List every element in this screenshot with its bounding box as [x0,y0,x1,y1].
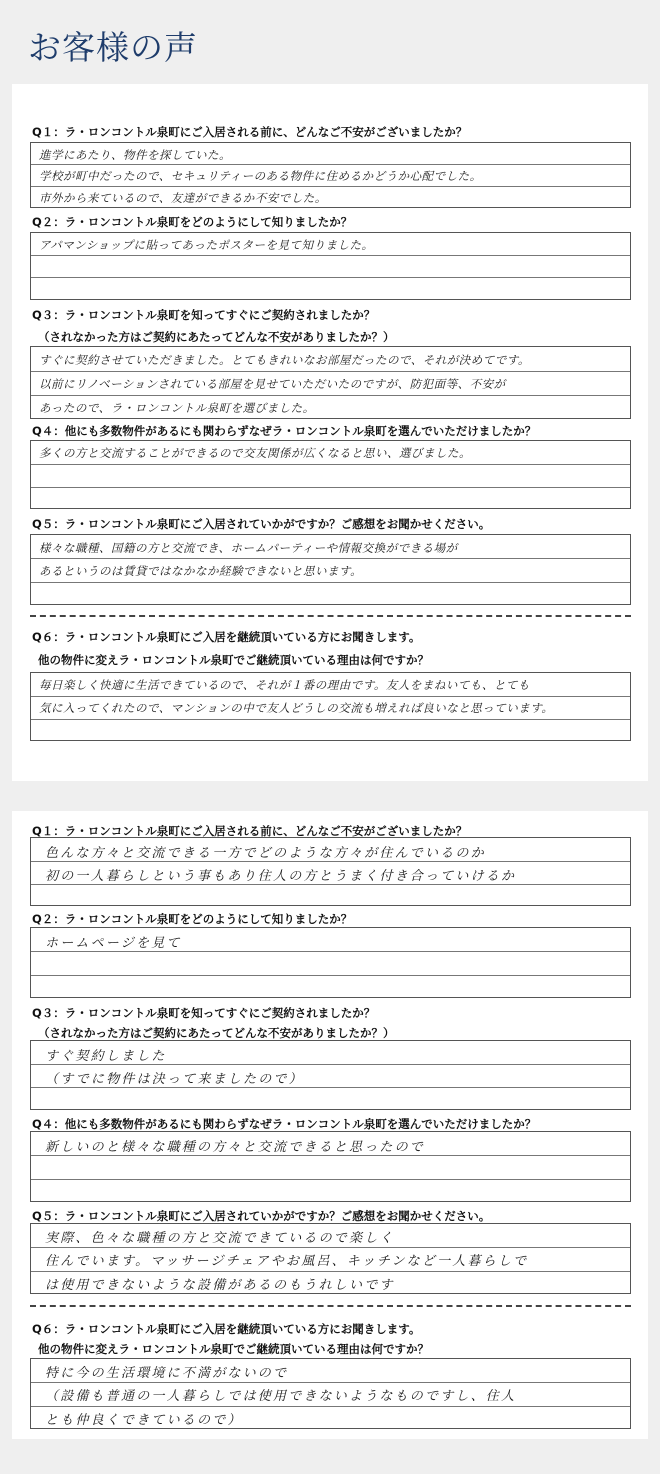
answer-box-6 [30,672,631,741]
question-4: Q４：他にも多数物件があるにも関わらずなぜラ・ロンコントル泉町を選んでいただけましたか？ [32,424,537,438]
answer-line: 気に入ってくれたので、マンションの中で友人どうしの交流も増えれば良いなと思っています。 [39,701,554,715]
answer-line: 住んでいます。マッサージチェアやお風呂、キッチンなど一人暮らしで [45,1254,529,1269]
dashed-separator [30,1305,631,1307]
question-1: Q１：ラ・ロンコントル泉町にご入居される前に、どんなご不安がございましたか？ [32,125,468,139]
answer-line: 様々な職種、国籍の方と交流でき、ホームパーティーや情報交換ができる場が [39,541,458,555]
answer-box-4 [30,1131,631,1202]
answer-line: アパマンショップに貼ってあったポスターを見て知りました。 [39,238,374,252]
answer-line: 毎日楽しく快適に生活できているので、それが１番の理由です。友人をまねいても、とても [39,678,530,692]
answer-line: 実際、色々な職種の方と交流できているので楽しく [45,1231,395,1246]
answer-line: あったので、ラ・ロンコントル泉町を選びました。 [39,401,315,415]
question-4: Q４：他にも多数物件があるにも関わらずなぜラ・ロンコントル泉町を選んでいただけましたか？ [32,1117,537,1131]
question-6: Q６：ラ・ロンコントル泉町にご入居を継続頂いている方にお聞きします。 [32,630,421,644]
answer-line: 特に今の生活環境に不満がないので [45,1366,289,1381]
answer-line: 進学にあたり、物件を探していた。 [39,148,231,162]
question-6: Q６：ラ・ロンコントル泉町にご入居を継続頂いている方にお聞きします。 [32,1322,421,1336]
answer-box-3 [30,346,631,419]
answer-line: 市外から来ているので、友達ができるか不安でした。 [39,191,327,205]
page-title: お客様の声 [28,28,198,67]
answer-box-6 [30,1358,631,1429]
question-3: Q３：ラ・ロンコントル泉町を知ってすぐにご契約されましたか？ [32,308,376,322]
answer-box-2 [30,232,631,300]
question-6-sub: 他の物件に変えラ・ロンコントル泉町でご継続頂いている理由は何ですか？ [38,1342,429,1356]
question-2: Q２：ラ・ロンコントル泉町をどのようにして知りましたか？ [32,215,353,229]
answer-line: 学校が町中だったので、セキュリティーのある物件に住めるかどうか心配でした。 [39,169,482,183]
answer-line: ホームページを見て [45,936,182,951]
answer-line: あるというのは賃貸ではなかなか経験できないと思います。 [39,564,363,578]
answer-box-5 [30,1223,631,1294]
question-2: Q２：ラ・ロンコントル泉町をどのようにして知りましたか？ [32,912,353,926]
answer-line: とも仲良くできているので） [45,1413,243,1428]
answer-line: 新しいのと様々な職種の方々と交流できると思ったので [45,1140,426,1155]
question-1: Q１：ラ・ロンコントル泉町にご入居される前に、どんなご不安がございましたか？ [32,824,468,838]
answer-line: （設備も普通の一人暮らしでは使用できないようなものですし、住人 [45,1389,517,1404]
questionnaire-sheet-2 [12,811,648,1439]
question-3: Q３：ラ・ロンコントル泉町を知ってすぐにご契約されましたか？ [32,1006,376,1020]
answer-line: 多くの方と交流することができるので交友関係が広くなると思い、選びました。 [39,446,471,460]
question-5: Q５：ラ・ロンコントル泉町にご入居されていかがですか？ご感想をお聞かせください。 [32,517,491,531]
answer-line: 初の一人暮らしという事もあり住人の方とうまく付き合っていけるか [45,869,517,884]
question-5: Q５：ラ・ロンコントル泉町にご入居されていかがですか？ご感想をお聞かせください。 [32,1209,491,1223]
questionnaire-sheet-1 [12,84,648,781]
answer-line: 色んな方々と交流できる一方でどのような方々が住んでいるのか [45,846,486,861]
dashed-separator [30,615,631,617]
answer-box-2 [30,927,631,998]
answer-line: 以前にリノベーションされている部屋を見せていただいたのですが、防犯面等、不安が [39,377,506,391]
question-6-sub: 他の物件に変えラ・ロンコントル泉町でご継続頂いている理由は何ですか？ [38,653,429,667]
answer-box-5 [30,534,631,605]
question-3-sub: （されなかった方はご契約にあたってどんな不安がありましたか？） [38,1026,395,1040]
answer-line: は使用できないような設備があるのもうれしいです [45,1278,395,1293]
answer-line: すぐに契約させていただきました。とてもきれいなお部屋だったので、それが決めてです。 [39,353,530,367]
answer-box-4 [30,440,631,509]
answer-box-1 [30,837,631,906]
question-3-sub: （されなかった方はご契約にあたってどんな不安がありましたか？） [38,330,395,344]
answer-box-3 [30,1040,631,1110]
answer-box-1 [30,142,631,208]
answer-line: すぐ契約しました [45,1049,167,1064]
answer-line: （すでに物件は決って来ましたので） [45,1072,304,1087]
